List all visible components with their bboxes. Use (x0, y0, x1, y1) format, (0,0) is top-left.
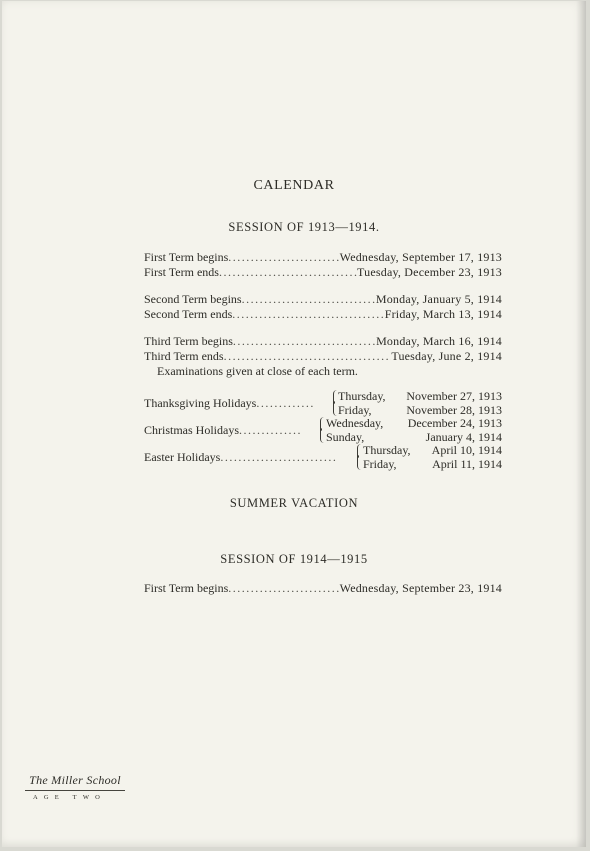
dot-leader (228, 250, 339, 265)
holiday-date: January 4, 1914 (425, 429, 502, 444)
holiday-label: Easter Holidays (144, 450, 221, 464)
holiday-day: Wednesday, (326, 416, 384, 430)
easter-holidays (144, 444, 502, 472)
holiday-day: Friday, (363, 456, 397, 471)
session-1914-title: SESSION OF 1914—1915 (220, 552, 368, 566)
session-1913-title: SESSION OF 1913—1914. (228, 220, 380, 234)
holiday-date: April 11, 1914 (432, 456, 502, 471)
page-number-label: AGE TWO (33, 794, 107, 801)
dot-leader (224, 349, 392, 364)
holiday-dates (326, 417, 502, 444)
holiday-day: Thursday, (363, 443, 411, 457)
examinations-note: Examinations given at close of each term. (157, 364, 358, 378)
dot-leader (219, 265, 357, 280)
term-date: Tuesday, December 23, 1913 (357, 265, 502, 279)
holiday-day: Friday, (338, 402, 372, 417)
dot-leader (220, 451, 338, 465)
dot-leader (228, 581, 339, 596)
term-label: Second Term ends (144, 307, 233, 321)
term-date: Wednesday, September 23, 1914 (339, 581, 502, 595)
holiday-label-row (144, 424, 301, 438)
holiday-dates (363, 444, 502, 471)
dot-leader (232, 307, 384, 322)
first-term-group (144, 250, 502, 280)
dot-leader (242, 292, 376, 307)
third-term-group (144, 334, 502, 364)
holiday-end (326, 431, 502, 445)
term-entry (144, 581, 502, 596)
holiday-start (363, 444, 502, 458)
holiday-date: December 24, 1913 (407, 416, 502, 430)
term-entry (144, 307, 502, 322)
holiday-date: November 28, 1913 (406, 402, 502, 417)
term-date: Monday, January 5, 1914 (375, 292, 502, 306)
summer-vacation-heading: SUMMER VACATION (229, 496, 359, 510)
holiday-label: Christmas Holidays (144, 423, 239, 437)
school-name: The Miller School (25, 773, 125, 791)
term-label: Third Term ends (144, 349, 224, 363)
holiday-day: Thursday, (338, 389, 386, 403)
holiday-end (338, 404, 502, 418)
term-entry (144, 349, 502, 364)
page-footer (25, 773, 125, 801)
session-1914-group (144, 581, 502, 596)
dot-leader (239, 424, 301, 438)
holiday-label: Thanksgiving Holidays (144, 396, 257, 410)
dot-leader (256, 397, 314, 411)
holiday-start (338, 390, 502, 404)
term-label: First Term ends (144, 265, 219, 279)
dot-leader (233, 334, 376, 349)
page (2, 1, 586, 847)
term-label: Second Term begins (144, 292, 242, 306)
term-entry (144, 334, 502, 349)
term-label: First Term begins (144, 250, 229, 264)
term-date: Tuesday, June 2, 1914 (391, 349, 502, 363)
term-entry (144, 265, 502, 280)
holiday-dates (338, 390, 502, 417)
holiday-label-row (144, 451, 338, 465)
term-date: Wednesday, September 17, 1913 (339, 250, 502, 264)
holiday-date: November 27, 1913 (406, 389, 502, 403)
holiday-start (326, 417, 502, 431)
thanksgiving-holidays (144, 390, 502, 418)
holiday-date: April 10, 1914 (431, 443, 502, 457)
term-entry (144, 292, 502, 307)
term-entry (144, 250, 502, 265)
christmas-holidays (144, 417, 502, 445)
term-date: Friday, March 13, 1914 (384, 307, 502, 321)
term-date: Monday, March 16, 1914 (376, 334, 502, 348)
term-label: Third Term begins (144, 334, 233, 348)
holiday-end (363, 458, 502, 472)
calendar-title: CALENDAR (253, 178, 335, 193)
holiday-day: Sunday, (326, 429, 365, 444)
holiday-label-row (144, 397, 314, 411)
second-term-group (144, 292, 502, 322)
term-label: First Term begins (144, 581, 229, 595)
